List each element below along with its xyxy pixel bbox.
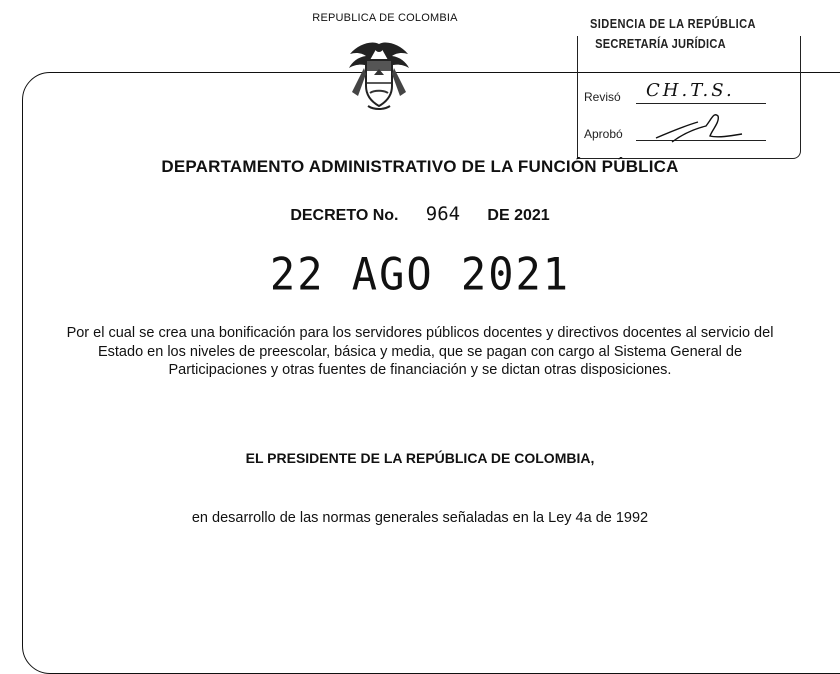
aprobo-signature [650, 108, 760, 148]
decree-year: DE 2021 [487, 207, 550, 224]
date-stamp: 22 AGO 2021 [269, 248, 571, 301]
decree-label: DECRETO No. [290, 207, 399, 224]
reviso-label: Revisó [584, 90, 621, 104]
stamp-line-2: SECRETARÍA JURÍDICA [595, 36, 726, 51]
aprobo-label: Aprobó [584, 127, 623, 141]
decree-number: 964 [425, 203, 461, 225]
president-heading: EL PRESIDENTE DE LA REPÚBLICA DE COLOMBIA, [245, 450, 595, 466]
stamp-line-1: SIDENCIA DE LA REPÚBLICA [590, 16, 756, 31]
decree-summary: Por el cual se crea una bonificación para los servidores públicos docentes y directivos docentes al servicio del Estado en los niveles de preescolar, básica y media, que se pagan con cargo al Sistema General de Participaciones y otras fuentes de financiación y se dictan otras disposiciones. [66, 325, 774, 378]
decree-heading [0, 203, 840, 225]
reviso-line [636, 103, 766, 104]
coat-of-arms-icon [346, 38, 412, 112]
department-title: DEPARTAMENTO ADMINISTRATIVO DE LA FUNCIÓN PÚBLICA [161, 157, 679, 176]
legal-basis: en desarrollo de las normas generales señaladas en la Ley 4a de 1992 [191, 510, 649, 526]
reviso-signature: CH.T.S. [646, 80, 735, 101]
country-header: REPUBLICA DE COLOMBIA [312, 12, 458, 24]
